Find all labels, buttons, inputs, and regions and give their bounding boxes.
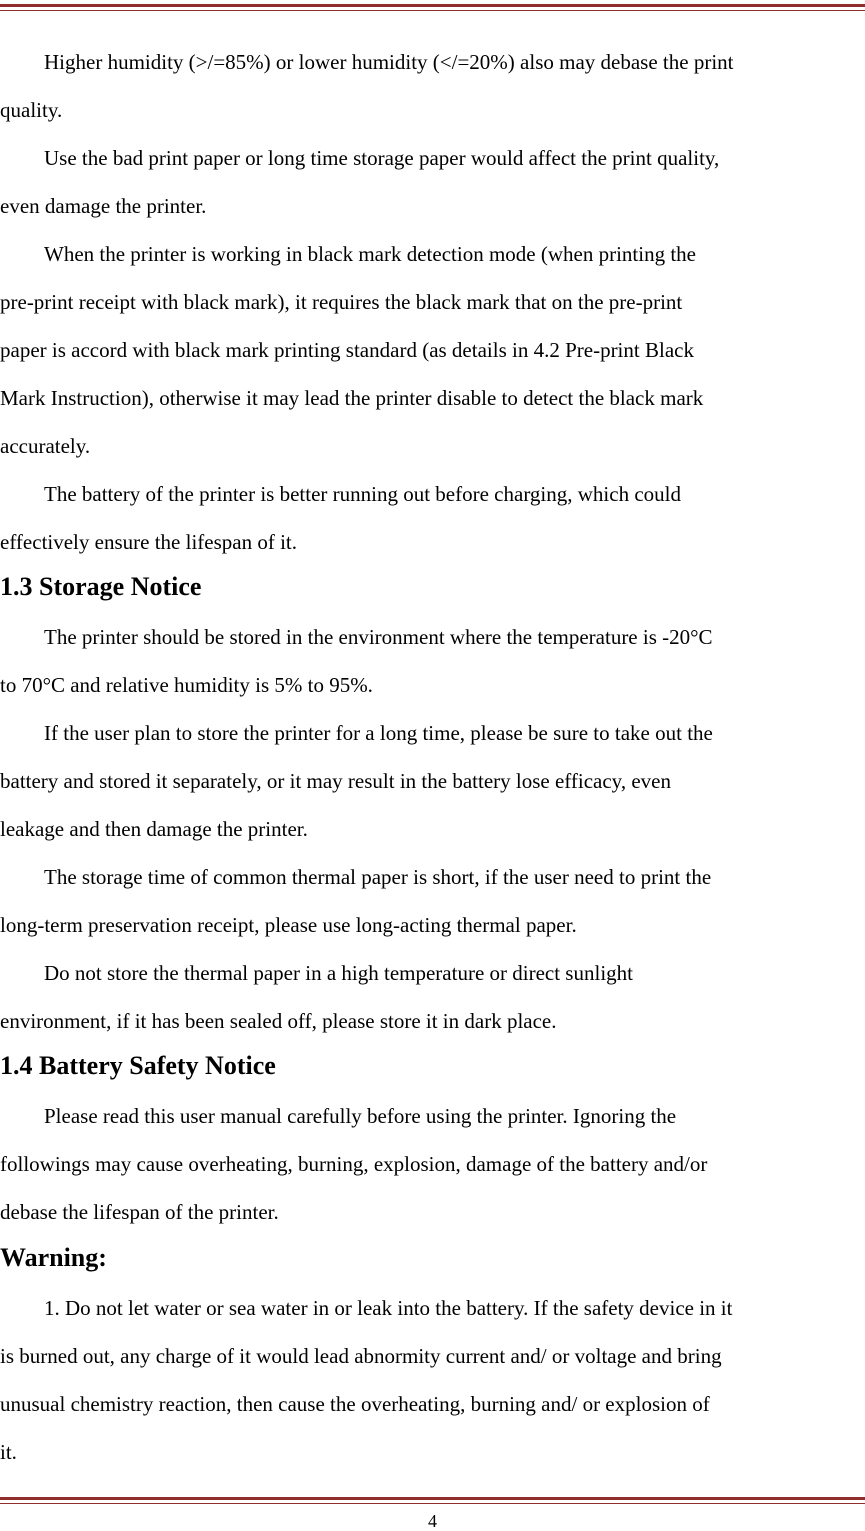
paragraph-line: The printer should be stored in the environment where the temperature is -20°C bbox=[44, 625, 713, 649]
paragraph-line: Do not store the thermal paper in a high temperature or direct sunlight bbox=[44, 961, 633, 985]
paragraph-line: it. bbox=[0, 1440, 17, 1464]
footer-rule-thick bbox=[0, 1497, 865, 1500]
paragraph-line: to 70°C and relative humidity is 5% to 95%. bbox=[0, 673, 373, 697]
header-rule-thick bbox=[0, 4, 865, 7]
paragraph-line: debase the lifespan of the printer. bbox=[0, 1200, 279, 1224]
footer-rule-thin bbox=[0, 1503, 865, 1504]
paragraph-line: long-term preservation receipt, please use long-acting thermal paper. bbox=[0, 913, 577, 937]
paragraph-line: Higher humidity (>/=85%) or lower humidity (</=20%) also may debase the print bbox=[44, 50, 734, 74]
paragraph-line: quality. bbox=[0, 98, 63, 122]
paragraph-line: Mark Instruction), otherwise it may lead the printer disable to detect the black mark bbox=[0, 386, 704, 410]
paragraph-line: is burned out, any charge of it would lead abnormity current and/ or voltage and bring bbox=[0, 1344, 722, 1368]
paragraph-line: accurately. bbox=[0, 434, 91, 458]
header-rule-thin bbox=[0, 10, 865, 11]
paragraph-line: If the user plan to store the printer for a long time, please be sure to take out the bbox=[44, 721, 713, 745]
paragraph-line: Please read this user manual carefully before using the printer. Ignoring the bbox=[44, 1104, 677, 1128]
paragraph-line: When the printer is working in black mark detection mode (when printing the bbox=[44, 242, 696, 266]
paragraph-line: effectively ensure the lifespan of it. bbox=[0, 530, 297, 554]
paragraph-line: unusual chemistry reaction, then cause the overheating, burning and/ or explosion of bbox=[0, 1392, 710, 1416]
section-heading-storage: 1.3 Storage Notice bbox=[0, 572, 202, 601]
paragraph-line: environment, if it has been sealed off, please store it in dark place. bbox=[0, 1009, 557, 1033]
paragraph-line: followings may cause overheating, burning, explosion, damage of the battery and/or bbox=[0, 1152, 708, 1176]
paragraph-line: Use the bad print paper or long time storage paper would affect the print quality, bbox=[44, 146, 720, 170]
section-heading-battery: 1.4 Battery Safety Notice bbox=[0, 1051, 276, 1080]
paragraph-line: The storage time of common thermal paper is short, if the user need to print the bbox=[44, 865, 712, 889]
warning-heading: Warning: bbox=[0, 1243, 107, 1272]
page-number: 4 bbox=[428, 1511, 437, 1531]
paragraph-line: leakage and then damage the printer. bbox=[0, 817, 308, 841]
paragraph-line: paper is accord with black mark printing standard (as details in 4.2 Pre-print Black bbox=[0, 338, 694, 362]
paragraph-line: battery and stored it separately, or it may result in the battery lose efficacy, even bbox=[0, 769, 671, 793]
paragraph-line: even damage the printer. bbox=[0, 194, 207, 218]
paragraph-line: pre-print receipt with black mark), it requires the black mark that on the pre-print bbox=[0, 290, 683, 314]
paragraph-line: The battery of the printer is better running out before charging, which could bbox=[44, 482, 681, 506]
paragraph-line: 1. Do not let water or sea water in or leak into the battery. If the safety device in it bbox=[44, 1296, 733, 1320]
